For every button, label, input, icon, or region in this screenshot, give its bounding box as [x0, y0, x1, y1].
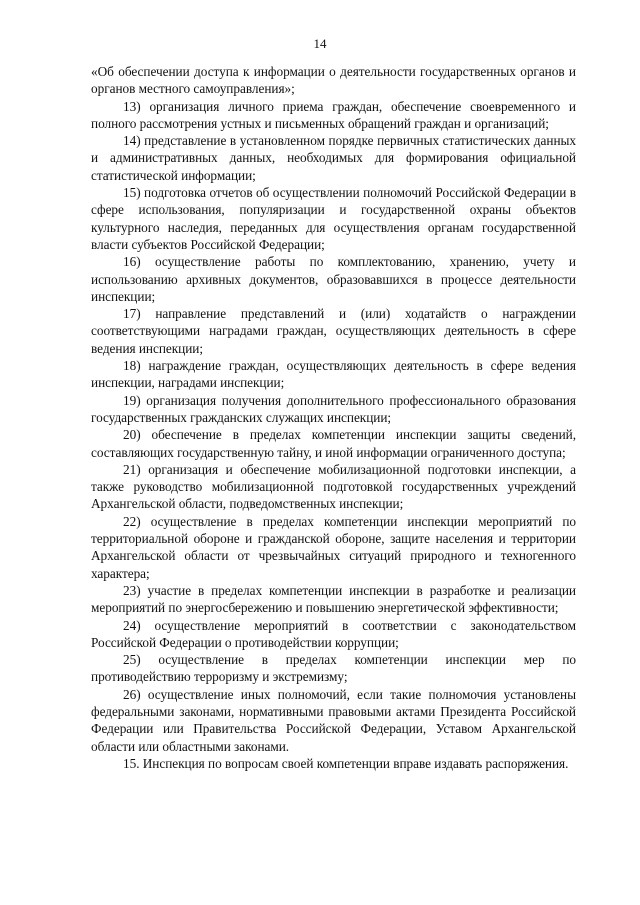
paragraph-item-26: 26) осуществление иных полномочий, если такие полномочия установлены федеральными законами, нормативными правовыми актами Президента Российской Федерации или Правительства Российской Федерации, Уставом Архангельской области или областными законами.: [91, 686, 576, 754]
paragraph-item-24: 24) осуществление мероприятий в соответствии с законодательством Российской Федерации о противодействии коррупции;: [91, 617, 576, 650]
paragraph-item-20: 20) обеспечение в пределах компетенции инспекции защиты сведений, составляющих государственную тайну, и иной информации ограниченного доступа;: [91, 427, 576, 460]
paragraph-item-21: 21) организация и обеспечение мобилизационной подготовки инспекции, а также руководство мобилизационной подготовкой государственных учреждений Архангельской области, подведомственных инспекции;: [91, 461, 576, 512]
page-number: 14: [313, 36, 327, 51]
paragraph-item-25: 25) осуществление в пределах компетенции инспекции мер по противодействию терроризму и экстремизму;: [91, 652, 576, 685]
document-body: [91, 63, 576, 772]
paragraph-item-19: 19) организация получения дополнительного профессионального образования государственных гражданских служащих инспекции;: [91, 392, 576, 425]
paragraph-item-23: 23) участие в пределах компетенции инспекции в разработке и реализации мероприятий по энергосбережению и повышению энергетической эффективности;: [91, 582, 576, 616]
paragraph-item-22: 22) осуществление в пределах компетенции инспекции мероприятий по территориальной обороне и гражданской обороне, защите населения и территории Архангельской области от чрезвычайных ситуаций природного и техногенного характера;: [91, 513, 576, 581]
paragraph-item-14: 14) представление в установленном порядке первичных статистических данных и административных данных, необходимых для формирования официальной статистической информации;: [91, 133, 576, 183]
paragraph-item-18: 18) награждение граждан, осуществляющих деятельность в сфере ведения инспекции, наградами инспекции;: [91, 358, 576, 391]
paragraph-item-17: 17) направление представлений и (или) ходатайств о награждении соответствующими наградами граждан, осуществляющих деятельность в сфере ведения инспекции;: [91, 306, 576, 356]
paragraph-item-16: 16) осуществление работы по комплектованию, хранению, учету и использованию архивных документов, образовавшихся в процессе деятельности инспекции;: [91, 254, 576, 304]
paragraph-item-13: 13) организация личного приема граждан, обеспечение своевременного и полного рассмотрения устных и письменных обращений граждан и организаций;: [91, 98, 576, 131]
paragraph-item-15: 15) подготовка отчетов об осуществлении полномочий Российской Федерации в сфере использования, популяризации и государственной охраны объектов культурного наследия, переданных для осуществления органам государственной власти субъектов Российской Федерации;: [91, 185, 576, 252]
paragraph-section-15: 15. Инспекция по вопросам своей компетенции вправе издавать распоряжения.: [123, 755, 569, 771]
paragraph-law-title-continuation: «Об обеспечении доступа к информации о деятельности государственных органов и органов местного самоуправления»;: [91, 64, 576, 97]
